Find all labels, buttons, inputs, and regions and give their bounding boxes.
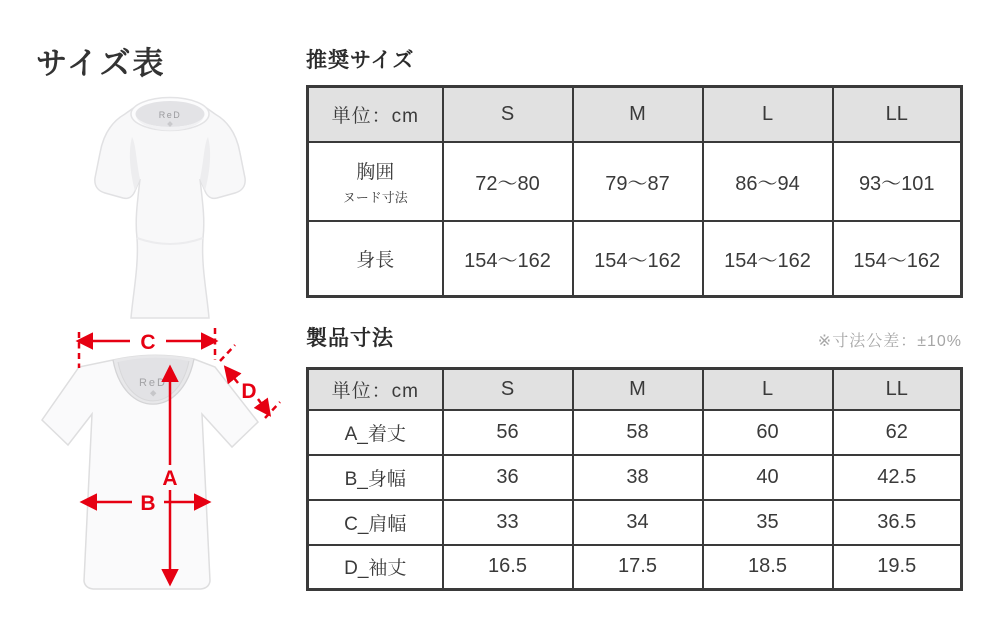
row-label-height: 身長 (308, 221, 443, 297)
product-dimensions-heading-row (306, 322, 962, 352)
table-row (308, 221, 962, 297)
cell-a-ll: 62 (833, 410, 962, 455)
cell-height-s: 154～162 (443, 221, 573, 297)
cell-chest-m: 79～87 (573, 142, 703, 221)
col-header-ll: LL (833, 87, 962, 142)
cell-c-m: 34 (573, 500, 703, 545)
measure-label-d: D (241, 380, 257, 403)
cell-b-s: 36 (443, 455, 573, 500)
worn-tshirt-illustration (62, 92, 280, 320)
col-header-ll: LL (833, 369, 962, 410)
product-photo-worn-tshirt (62, 92, 280, 320)
measure-label-a: A (162, 467, 178, 490)
measure-label-b: B (140, 492, 156, 515)
measure-label-c: C (140, 331, 156, 354)
table-row (308, 500, 962, 545)
cell-height-l: 154～162 (703, 221, 833, 297)
tolerance-note: ※寸法公差：±10% (817, 333, 962, 350)
table-row (308, 410, 962, 455)
cell-c-l: 35 (703, 500, 833, 545)
cell-chest-s: 72～80 (443, 142, 573, 221)
recommended-size-heading: 推奨サイズ (306, 49, 415, 72)
row-label-b-width: B_身幅 (308, 455, 443, 500)
flat-tshirt-illustration (18, 326, 290, 618)
col-header-l: L (703, 87, 833, 142)
col-header-l: L (703, 369, 833, 410)
measurement-diagram (18, 326, 290, 618)
unit-header-cell: 単位：cm (308, 87, 443, 142)
recommended-size-table (306, 85, 963, 298)
row-label-c-shoulder: C_肩幅 (308, 500, 443, 545)
cell-chest-l: 86～94 (703, 142, 833, 221)
cell-b-l: 40 (703, 455, 833, 500)
cell-c-s: 33 (443, 500, 573, 545)
cell-height-m: 154～162 (573, 221, 703, 297)
row-label-chest (308, 142, 443, 221)
row-sublabel-text: ヌード寸法 (342, 189, 408, 205)
table-row (308, 545, 962, 590)
table-row (308, 455, 962, 500)
unit-header-cell: 単位：cm (308, 369, 443, 410)
cell-d-s: 16.5 (443, 545, 573, 590)
cell-height-ll: 154～162 (833, 221, 962, 297)
cell-d-ll: 19.5 (833, 545, 962, 590)
cell-chest-ll: 93～101 (833, 142, 962, 221)
cell-d-l: 18.5 (703, 545, 833, 590)
cell-c-ll: 36.5 (833, 500, 962, 545)
cell-a-l: 60 (703, 410, 833, 455)
col-header-m: M (573, 369, 703, 410)
table-header-row (308, 369, 962, 410)
cell-a-s: 56 (443, 410, 573, 455)
col-header-s: S (443, 369, 573, 410)
row-label-a-length: A_着丈 (308, 410, 443, 455)
cell-b-ll: 42.5 (833, 455, 962, 500)
row-label-text: 胸囲 (356, 161, 395, 183)
table-header-row (308, 87, 962, 142)
page-title: サイズ表 (36, 46, 166, 81)
brand-logo-text: ReD (138, 377, 168, 389)
col-header-m: M (573, 87, 703, 142)
product-dimensions-heading: 製品寸法 (306, 327, 394, 350)
table-row (308, 142, 962, 221)
col-header-s: S (443, 87, 573, 142)
brand-logo-text: ReD (158, 110, 182, 120)
row-label-d-sleeve: D_袖丈 (308, 545, 443, 590)
cell-a-m: 58 (573, 410, 703, 455)
cell-d-m: 17.5 (573, 545, 703, 590)
cell-b-m: 38 (573, 455, 703, 500)
product-dimensions-table (306, 367, 963, 591)
